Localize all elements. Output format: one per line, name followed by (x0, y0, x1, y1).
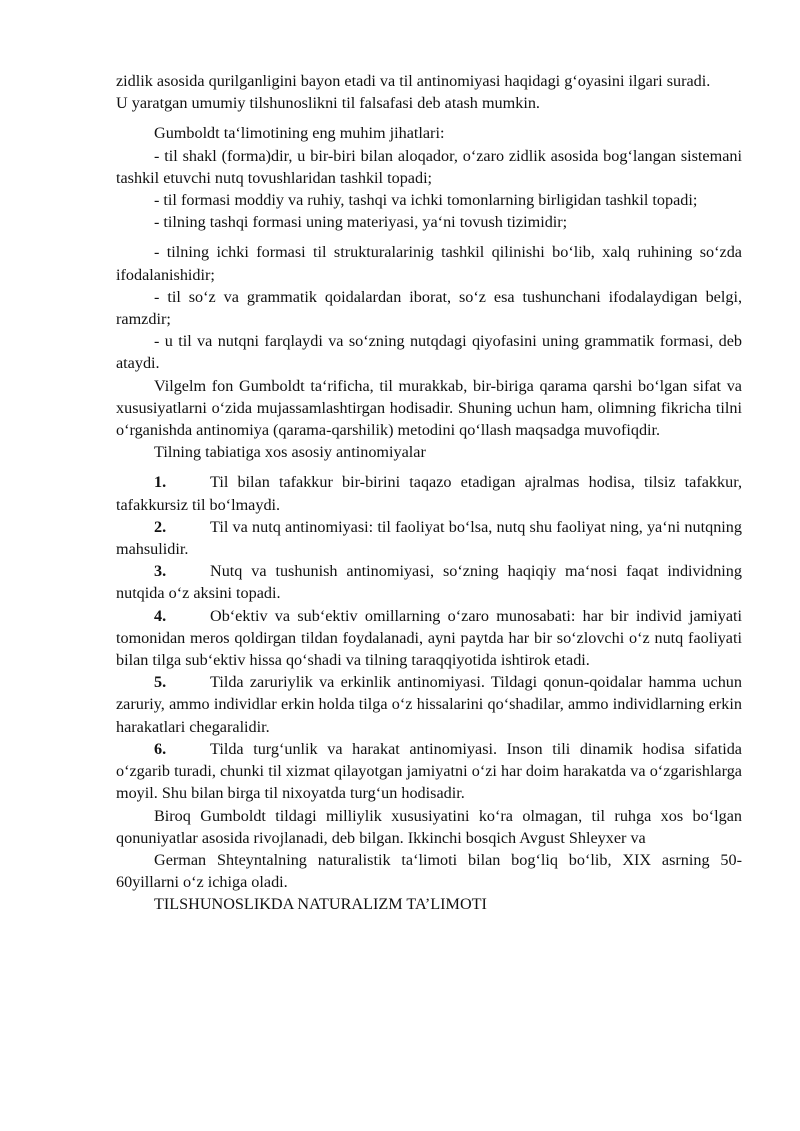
section-intro: Gumboldt ta‘limotining eng muhim jihatlari: (154, 124, 445, 143)
paragraph: U yaratgan umumiy tilshunoslikni til falsafasi deb atash mumkin. (116, 94, 540, 113)
section-heading: TILSHUNOSLIKDA NATURALIZM TA’LIMOTI (154, 895, 487, 914)
list-item (116, 605, 742, 672)
document-page (116, 70, 742, 916)
list-number: 5. (154, 673, 167, 692)
dash-item: - u til va nutqni farqlaydi va so‘zning nutqdagi qiyofasini uning grammatik formasi, deb ataydi. (116, 332, 742, 373)
list-text: Tilda turg‘unlik va harakat antinomiyasi. Inson tili dinamik hodisa sifatida o‘zgarib turadi, chunki til xizmat qilayotgan jamiyatni o‘zi har doim harakatda va o‘zgarishlarga moyil. Shu bilan birga til nixoyatda turg‘un hodisadir. (116, 739, 742, 803)
dash-item: - til shakl (forma)dir, u bir-biri bilan aloqador, o‘zaro zidlik asosida bog‘langan sistemani tashkil etuvchi nutq tovushlaridan tashkil topadi; (116, 146, 742, 187)
list-number: 3. (154, 562, 167, 581)
list-text: Til va nutq antinomiyasi: til faoliyat bo‘lsa, nutq shu faoliyat ning, ya‘ni nutqning mahsulidir. (116, 517, 742, 559)
list-text: Nutq va tushunish antinomiyasi, so‘zning haqiqiy ma‘nosi faqat individning nutqida o‘z aksini topadi. (116, 562, 742, 603)
list-number: 6. (154, 739, 167, 758)
list-heading: Tilning tabiatiga xos asosiy antinomiyalar (154, 443, 426, 462)
dash-item: - tilning tashqi formasi uning materiyasi, ya‘ni tovush tizimidir; (154, 213, 568, 232)
dash-item: - tilning ichki formasi til strukturalarinig tashkil qilinishi bo‘lib, xalq ruhining so‘zda ifodalanishidir; (116, 243, 742, 284)
list-text: Til bilan tafakkur bir-birini taqazo etadigan ajralmas hodisa, tilsiz tafakkur, tafakkursiz til bo‘lmaydi. (116, 473, 742, 514)
list-text: Tilda zaruriylik va erkinlik antinomiyasi. Tildagi qonun-qoidalar hamma uchun zaruriy, ammo individlar erkin holda tilga o‘z hissalarini qo‘shadilar, ammo individlarning erkin harakatlari chegaralidir. (116, 673, 742, 736)
paragraph: German Shteyntalning naturalistik ta‘limoti bilan bog‘liq bo‘lib, XIX asrning 50-60yillarni o‘z ichiga oladi. (116, 850, 742, 892)
list-item (116, 671, 742, 738)
dash-item: - til so‘z va grammatik qoidalardan iborat, so‘z esa tushunchani ifodalaydigan belgi, ramzdir; (116, 287, 742, 329)
paragraph: zidlik asosida qurilganligini bayon etadi va til antinomiyasi haqidagi g‘oyasini ilgari suradi. (116, 72, 711, 90)
list-number: 1. (154, 473, 167, 492)
list-item (116, 560, 742, 604)
numbered-list (116, 471, 742, 804)
list-number: 4. (154, 606, 167, 625)
list-item (116, 738, 742, 805)
list-item (116, 516, 742, 560)
list-item (116, 471, 742, 515)
dash-item: - til formasi moddiy va ruhiy, tashqi va ichki tomonlarning birligidan tashkil topadi; (154, 191, 698, 210)
list-number: 2. (154, 517, 167, 536)
paragraph: Vilgelm fon Gumboldt ta‘rificha, til murakkab, bir-biriga qarama qarshi bo‘lgan sifat va xususiyatlarni o‘zida mujassamlashtirgan hodisadir. Shuning uchun ham, olimning fikricha tilni o‘rganishda antinomiya (qarama-qarshilik) metodini qo‘llash maqsadga muvofiqdir. (116, 376, 742, 440)
paragraph: Biroq Gumboldt tildagi milliylik xususiyatini ko‘ra olmagan, til ruhga xos bo‘lgan qonuniyatlar asosida rivojlanadi, deb bilgan. Ikkinchi bosqich Avgust Shleyxer va (116, 806, 742, 847)
list-text: Ob‘ektiv va sub‘ektiv omillarning o‘zaro munosabati: har bir individ jamiyati tomonidan meros qoldirgan tildan foydalanadi, ayni paytda har bir so‘zlovchi o‘z nutq faoliyati bilan tilga sub‘ektiv hissa qo‘shadi va tilning taraqqiyotida ishtirok etadi. (116, 606, 742, 670)
